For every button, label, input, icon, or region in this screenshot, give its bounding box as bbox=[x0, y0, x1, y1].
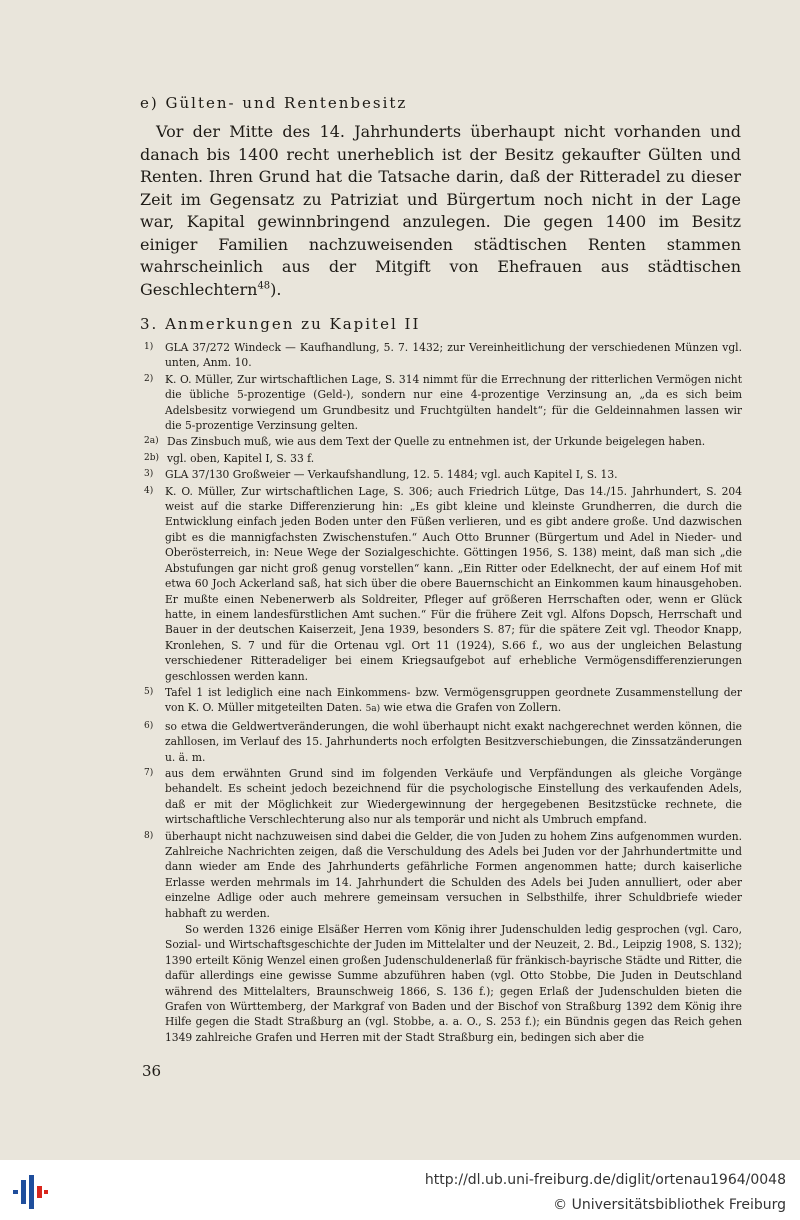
note-text: überhaupt nicht nachzuweisen sind dabei die Gelder, die von Juden zu hohem Zins aufgenommen wurden. Zahlreiche Nachrichten zeigen, daß die Verschuldung des Adels bei Juden vor der Jahrhundertmitte und dann wieder am Ende des Jahrhunderts gefährliche Formen angenommen hatte; durch kaiserliche Erlasse werden mehrmals im 14. Jahrhundert die Schulden des Adels bei Juden annulliert, oder aber einzelne Adlige oder auch mehrere gemeinsam versuchen in Selbsthilfe, ihrer Schuldbriefe wieder habhaft zu werden. bbox=[165, 829, 742, 920]
section-heading-e: e) Gülten- und Rentenbesitz bbox=[140, 94, 408, 112]
note-text: GLA 37/272 Windeck — Kaufhandlung, 5. 7. 1432; zur Vereinheitlichung der verschiedenen Münzen vgl. unten, Anm. 10. bbox=[165, 341, 742, 370]
ub-freiburg-logo-icon bbox=[10, 1172, 50, 1212]
section-heading-notes: 3. Anmerkungen zu Kapitel II bbox=[140, 315, 421, 333]
note-text-5a: wie etwa die Grafen von Zollern. bbox=[383, 701, 562, 715]
note-4 bbox=[144, 484, 742, 684]
note-text: GLA 37/130 Großweier — Verkaufshandlung, 12. 5. 1484; vgl. auch Kapitel I, S. 13. bbox=[165, 468, 618, 482]
note-2a bbox=[144, 434, 742, 449]
note-marker: 7) bbox=[144, 767, 154, 778]
note-text: K. O. Müller, Zur wirtschaftlichen Lage, S. 314 nimmt für die Errechnung der ritterlichen Vermögen nicht die übliche 5-prozentige (Geld-), sondern nur eine 4-prozentige Verzinsung an, „da es sich beim Adelsbesitz vorwiegend um Grundbesitz und Fruchtgülten handelt“; für die Geldeinnahmen lassen wir die 5-prozentige Verzinsung gelten. bbox=[165, 372, 742, 433]
note-text: vgl. oben, Kapitel I, S. 33 f. bbox=[167, 451, 315, 465]
note-text: so etwa die Geldwertveränderungen, die wohl überhaupt nicht exakt nachgerechnet werden können, die zahllosen, im Verlauf des 15. Jahrhunderts noch erfolgten Besitzverschiebungen, die Zinssatzänderungen u. ä. m. bbox=[165, 719, 742, 764]
note-marker: 3) bbox=[144, 469, 154, 480]
page-number: 36 bbox=[142, 1062, 162, 1080]
note-2b bbox=[144, 451, 742, 466]
note-marker-5a: 5a) bbox=[365, 704, 381, 715]
viewer-footer bbox=[0, 1160, 800, 1220]
note-5 bbox=[144, 685, 742, 718]
notes-list bbox=[144, 340, 742, 1046]
note-1 bbox=[144, 340, 742, 371]
footnote-ref-48: 48 bbox=[257, 280, 271, 292]
note-2 bbox=[144, 372, 742, 434]
note-8-continuation: So werden 1326 einige Elsäßer Herren vom König ihrer Judenschulden ledig gesprochen (vgl. Caro, Sozial- und Wirtschaftsgeschichte der Juden im Mittelalter und der Neuzeit, 2. Bd., Leipzig 1908, S. 132); 1390 erteilt König Wenzel einen großen Judenschuldenerlaß für fränkisch-bayrische Städte und Ritter, die dafür allerdings eine gewisse Summe abzuführen haben (vgl. Otto Stobbe, Die Juden in Deutschland während des Mittelalters, Braunschweig 1866, S. 136 f.); gegen Erlaß der Judenschulden bieten die Grafen von Württemberg, der Markgraf von Baden und der Bischof von Straßburg 1392 dem König ihre Hilfe gegen die Stadt Straßburg an (vgl. Stobbe, a. a. O., S. 253 f.); ein Bündnis gegen das Reich gehen 1349 zahlreiche Grafen und Herren mit der Stadt Straßburg ein, bedingen sich aber die bbox=[165, 923, 742, 1044]
note-marker: 6) bbox=[144, 720, 154, 731]
note-3 bbox=[144, 467, 742, 482]
note-marker: 2a) bbox=[144, 436, 159, 447]
note-marker: 1) bbox=[144, 342, 154, 352]
note-text: Tafel 1 ist lediglich eine nach Einkommens- bzw. Vermögensgruppen geordnete Zusammenstellung der von K. O. Müller mitgeteilten Daten. bbox=[165, 685, 742, 715]
source-url-link[interactable]: http://dl.ub.uni-freiburg.de/diglit/ortenau1964/0048 bbox=[424, 1172, 786, 1188]
note-text: aus dem erwähnten Grund sind im folgenden Verkäufe und Verpfändungen als gleiche Vorgänge behandelt. Es scheint jedoch bezeichnend für die psychologische Einstellung des verkaufenden Adels, daß er mit der Möglichkeit zur Wiedergewinnung der hergegebenen Besitzstücke rechnete, die wirtschaftliche Verschlechterung also nur als temporär und nicht als Umbruch empfand. bbox=[165, 766, 742, 827]
body-paragraph-text: Vor der Mitte des 14. Jahrhunderts überhaupt nicht vorhanden und danach bis 1400 recht unerheblich ist der Besitz gekaufter Gülten und Renten. Ihren Grund hat die Tatsache darin, daß der Ritteradel zu dieser Zeit im Gegensatz zu Patriziat und Bürgertum noch nicht in der Lage war, Kapital gewinnbringend anzulegen. Die gegen 1400 im Besitz einiger Familien nachzuweisenden städtischen Renten stammen wahrscheinlich aus der Mitgift von Ehefrauen aus städtischen Geschlechtern bbox=[140, 122, 741, 299]
note-marker: 5) bbox=[144, 686, 154, 697]
note-8 bbox=[144, 829, 742, 921]
body-paragraph bbox=[140, 121, 741, 301]
body-paragraph-end: ). bbox=[270, 279, 282, 299]
note-text: K. O. Müller, Zur wirtschaftlichen Lage, S. 306; auch Friedrich Lütge, Das 14./15. Jahrhundert, S. 204 weist auf die starke Differenzierung hin: „Es gibt kleine und kleinste Grundherren, die durch die Entwicklung einfach jeden Boden unter den Füßen verlieren, und es gibt andere große. Und dazwischen gibt es die mannigfachsten Zwischenstufen.“ Auch Otto Brunner (Bürgertum und Adel in Nieder- und Oberösterreich, in: Neue Wege der Sozialgeschichte. Göttingen 1956, S. 138) meint, daß man sich „die Abstufungen gar nicht groß genug vorstellen“ kann. „Ein Ritter oder Edelknecht, der auf einem Hof mit etwa 60 Joch Ackerland saß, hat sich über die obere Bauernschicht an Einkommen kaum hinausgehoben. Er mußte einen Nebenerwerb als Soldreiter, Pfleger auf größeren Herrschaften oder, wenn er Glück hatte, in einem landesfürstlichen Amt suchen.“ Für die frühere Zeit vgl. Alfons Dopsch, Herrschaft und Bauer in der deutschen Kaiserzeit, Jena 1939, besonders S. 87; für die spätere Zeit vgl. Theodor Knapp, Kronlehen, S. 7 und für die Ortenau vgl. Ort 11 (1924), S.66 f., wo aus der ungleichen Belastung verschiedener Ritteradeliger bei einem Kriegsaufgebot auf erhebliche Vermögensdifferenzierungen geschlossen werden kann. bbox=[165, 484, 742, 683]
note-marker: 2) bbox=[144, 373, 154, 384]
note-marker: 2b) bbox=[144, 452, 159, 463]
copyright-notice: © Universitätsbibliothek Freiburg bbox=[553, 1197, 786, 1213]
note-7 bbox=[144, 766, 742, 828]
note-marker: 4) bbox=[144, 485, 154, 496]
note-6 bbox=[144, 719, 742, 765]
note-text: Das Zinsbuch muß, wie aus dem Text der Quelle zu entnehmen ist, der Urkunde beigelegen haben. bbox=[167, 435, 706, 449]
note-marker: 8) bbox=[144, 830, 154, 841]
